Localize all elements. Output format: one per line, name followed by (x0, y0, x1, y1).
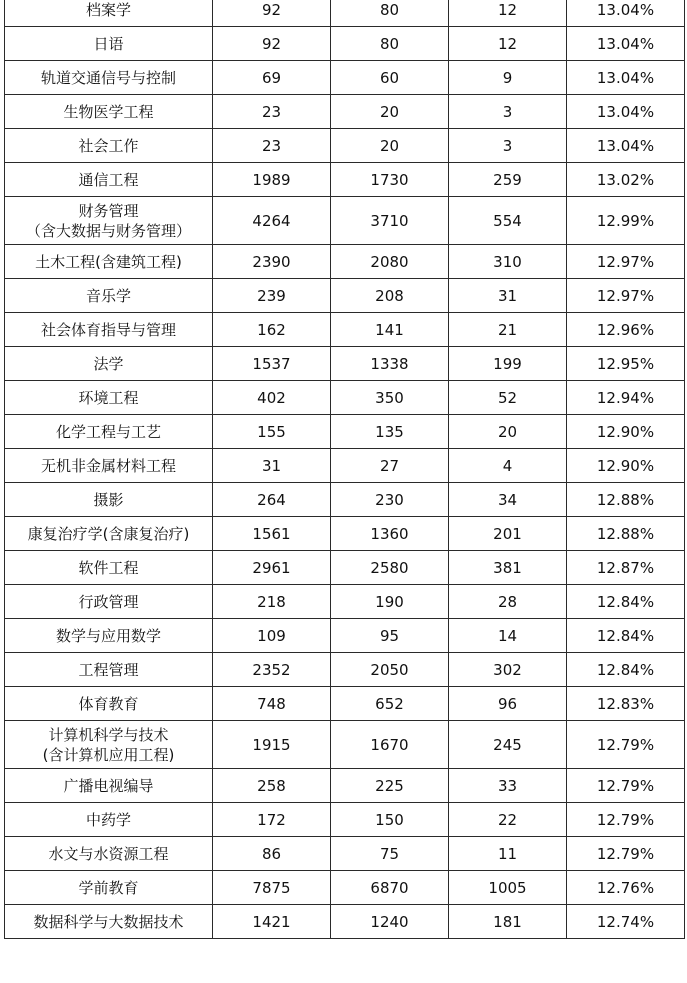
rate-cell: 12.74% (567, 905, 685, 939)
rate-cell: 12.79% (567, 837, 685, 871)
rate-cell: 12.84% (567, 585, 685, 619)
table-row (5, 415, 685, 449)
count-col2-cell: 95 (331, 619, 449, 653)
count-col1-cell: 86 (213, 837, 331, 871)
rate-cell: 12.84% (567, 619, 685, 653)
count-col3-cell: 245 (449, 721, 567, 769)
major-name-line: 软件工程 (78, 558, 139, 577)
major-name-cell (5, 95, 213, 129)
count-col1-cell: 31 (213, 449, 331, 483)
count-col2-cell: 80 (331, 0, 449, 27)
major-name-line: 学前教育 (78, 878, 139, 897)
count-col3-cell: 22 (449, 803, 567, 837)
major-name-cell (5, 0, 213, 27)
count-col1-cell: 23 (213, 129, 331, 163)
major-name-line: 摄影 (93, 490, 124, 509)
rate-cell: 12.84% (567, 653, 685, 687)
count-col2-cell: 27 (331, 449, 449, 483)
count-col1-cell: 172 (213, 803, 331, 837)
table-row (5, 619, 685, 653)
table-row (5, 449, 685, 483)
major-name-cell (5, 61, 213, 95)
count-col1-cell: 239 (213, 279, 331, 313)
major-name-cell (5, 837, 213, 871)
rate-cell: 12.83% (567, 687, 685, 721)
major-name-cell (5, 721, 213, 769)
count-col1-cell: 748 (213, 687, 331, 721)
table-row (5, 163, 685, 197)
count-col3-cell: 1005 (449, 871, 567, 905)
count-col1-cell: 258 (213, 769, 331, 803)
count-col3-cell: 9 (449, 61, 567, 95)
major-name-cell (5, 415, 213, 449)
count-col3-cell: 31 (449, 279, 567, 313)
rate-cell: 12.88% (567, 483, 685, 517)
major-name-cell (5, 585, 213, 619)
count-col2-cell: 652 (331, 687, 449, 721)
count-col2-cell: 6870 (331, 871, 449, 905)
count-col2-cell: 60 (331, 61, 449, 95)
count-col3-cell: 14 (449, 619, 567, 653)
major-name-line: 环境工程 (78, 388, 139, 407)
count-col3-cell: 34 (449, 483, 567, 517)
count-col1-cell: 402 (213, 381, 331, 415)
table-row (5, 27, 685, 61)
major-name-line: 计算机科学与技术 (48, 725, 169, 744)
count-col1-cell: 23 (213, 95, 331, 129)
count-col3-cell: 11 (449, 837, 567, 871)
major-name-cell (5, 687, 213, 721)
table-row (5, 905, 685, 939)
major-name-line: 轨道交通信号与控制 (40, 68, 176, 87)
major-name-line: 数据科学与大数据技术 (33, 912, 184, 931)
count-col2-cell: 20 (331, 95, 449, 129)
count-col3-cell: 3 (449, 95, 567, 129)
major-name-cell (5, 313, 213, 347)
major-name-cell (5, 769, 213, 803)
count-col2-cell: 190 (331, 585, 449, 619)
count-col1-cell: 1989 (213, 163, 331, 197)
rate-cell: 12.99% (567, 197, 685, 245)
major-name-line: 生物医学工程 (63, 102, 154, 121)
table-body (5, 0, 685, 939)
count-col1-cell: 109 (213, 619, 331, 653)
count-col3-cell: 201 (449, 517, 567, 551)
rate-cell: 12.79% (567, 803, 685, 837)
count-col1-cell: 2352 (213, 653, 331, 687)
table-row (5, 585, 685, 619)
major-name-cell (5, 653, 213, 687)
count-col2-cell: 80 (331, 27, 449, 61)
table-row (5, 61, 685, 95)
rate-cell: 12.97% (567, 279, 685, 313)
major-name-cell (5, 197, 213, 245)
count-col1-cell: 1421 (213, 905, 331, 939)
rate-cell: 13.04% (567, 27, 685, 61)
count-col2-cell: 75 (331, 837, 449, 871)
table-row (5, 347, 685, 381)
major-name-cell (5, 129, 213, 163)
rate-cell: 12.96% (567, 313, 685, 347)
rate-cell: 12.90% (567, 449, 685, 483)
count-col2-cell: 1670 (331, 721, 449, 769)
major-name-cell (5, 381, 213, 415)
rate-cell: 13.02% (567, 163, 685, 197)
table-row (5, 721, 685, 769)
count-col2-cell: 1360 (331, 517, 449, 551)
count-col2-cell: 2050 (331, 653, 449, 687)
table-row (5, 517, 685, 551)
rate-cell: 12.88% (567, 517, 685, 551)
count-col1-cell: 2390 (213, 245, 331, 279)
major-name-line: 通信工程 (78, 170, 139, 189)
count-col1-cell: 1915 (213, 721, 331, 769)
table-row (5, 381, 685, 415)
count-col1-cell: 4264 (213, 197, 331, 245)
rate-cell: 12.79% (567, 721, 685, 769)
count-col3-cell: 181 (449, 905, 567, 939)
count-col3-cell: 28 (449, 585, 567, 619)
count-col3-cell: 259 (449, 163, 567, 197)
table-row (5, 0, 685, 27)
count-col3-cell: 21 (449, 313, 567, 347)
major-name-line: 康复治疗学(含康复治疗) (27, 524, 190, 543)
count-col2-cell: 150 (331, 803, 449, 837)
count-col2-cell: 350 (331, 381, 449, 415)
major-name-line: 财务管理 (78, 201, 139, 220)
count-col3-cell: 33 (449, 769, 567, 803)
major-stats-table (4, 0, 685, 939)
count-col2-cell: 225 (331, 769, 449, 803)
rate-cell: 12.87% (567, 551, 685, 585)
major-name-line: 档案学 (85, 0, 131, 19)
major-name-line: 社会体育指导与管理 (40, 320, 176, 339)
table-row (5, 837, 685, 871)
count-col1-cell: 2961 (213, 551, 331, 585)
count-col1-cell: 69 (213, 61, 331, 95)
table-row (5, 313, 685, 347)
table-row (5, 551, 685, 585)
major-name-cell (5, 279, 213, 313)
major-name-line: 数学与应用数学 (55, 626, 161, 645)
table-row (5, 245, 685, 279)
major-name-line: 水文与水资源工程 (48, 844, 169, 863)
count-col2-cell: 20 (331, 129, 449, 163)
count-col1-cell: 218 (213, 585, 331, 619)
table-row (5, 483, 685, 517)
table-row (5, 803, 685, 837)
count-col1-cell: 92 (213, 27, 331, 61)
rate-cell: 13.04% (567, 129, 685, 163)
major-name-cell (5, 871, 213, 905)
major-name-line: 日语 (93, 34, 124, 53)
major-name-line: 社会工作 (78, 136, 139, 155)
major-name-cell (5, 245, 213, 279)
major-name-cell (5, 163, 213, 197)
major-name-line: 无机非金属材料工程 (40, 456, 176, 475)
count-col1-cell: 92 (213, 0, 331, 27)
major-name-cell (5, 27, 213, 61)
rate-cell: 12.94% (567, 381, 685, 415)
count-col1-cell: 264 (213, 483, 331, 517)
count-col1-cell: 7875 (213, 871, 331, 905)
count-col3-cell: 4 (449, 449, 567, 483)
major-name-cell (5, 803, 213, 837)
count-col2-cell: 230 (331, 483, 449, 517)
count-col3-cell: 381 (449, 551, 567, 585)
major-name-line: 行政管理 (78, 592, 139, 611)
major-name-line: 体育教育 (78, 694, 139, 713)
rate-cell: 12.97% (567, 245, 685, 279)
count-col1-cell: 162 (213, 313, 331, 347)
major-name-cell (5, 551, 213, 585)
major-name-line: 工程管理 (78, 660, 139, 679)
table-row (5, 653, 685, 687)
count-col3-cell: 554 (449, 197, 567, 245)
count-col2-cell: 3710 (331, 197, 449, 245)
major-name-line: (含计算机应用工程) (42, 745, 175, 764)
count-col2-cell: 2080 (331, 245, 449, 279)
rate-cell: 12.90% (567, 415, 685, 449)
count-col3-cell: 96 (449, 687, 567, 721)
major-name-cell (5, 449, 213, 483)
rate-cell: 13.04% (567, 0, 685, 27)
major-name-line: 化学工程与工艺 (55, 422, 161, 441)
rate-cell: 13.04% (567, 61, 685, 95)
count-col1-cell: 1561 (213, 517, 331, 551)
count-col2-cell: 135 (331, 415, 449, 449)
count-col3-cell: 310 (449, 245, 567, 279)
major-name-line: 广播电视编导 (63, 776, 154, 795)
major-name-cell (5, 483, 213, 517)
table-row (5, 769, 685, 803)
count-col2-cell: 208 (331, 279, 449, 313)
major-name-cell (5, 905, 213, 939)
count-col3-cell: 199 (449, 347, 567, 381)
count-col2-cell: 1730 (331, 163, 449, 197)
count-col3-cell: 12 (449, 27, 567, 61)
count-col1-cell: 1537 (213, 347, 331, 381)
table-row (5, 129, 685, 163)
count-col3-cell: 302 (449, 653, 567, 687)
count-col3-cell: 3 (449, 129, 567, 163)
count-col3-cell: 52 (449, 381, 567, 415)
table-row (5, 871, 685, 905)
count-col2-cell: 141 (331, 313, 449, 347)
major-name-cell (5, 347, 213, 381)
count-col3-cell: 12 (449, 0, 567, 27)
count-col3-cell: 20 (449, 415, 567, 449)
major-name-line: 土木工程(含建筑工程) (35, 252, 182, 271)
major-name-line: 法学 (93, 354, 124, 373)
major-name-cell (5, 517, 213, 551)
count-col2-cell: 2580 (331, 551, 449, 585)
table-row (5, 95, 685, 129)
rate-cell: 13.04% (567, 95, 685, 129)
major-name-line: 音乐学 (85, 286, 131, 305)
major-name-cell (5, 619, 213, 653)
count-col1-cell: 155 (213, 415, 331, 449)
rate-cell: 12.95% (567, 347, 685, 381)
rate-cell: 12.79% (567, 769, 685, 803)
major-name-line: 中药学 (85, 810, 131, 829)
table-row (5, 197, 685, 245)
major-name-line: （含大数据与财务管理） (25, 221, 191, 240)
count-col2-cell: 1338 (331, 347, 449, 381)
table-row (5, 687, 685, 721)
rate-cell: 12.76% (567, 871, 685, 905)
count-col2-cell: 1240 (331, 905, 449, 939)
table-row (5, 279, 685, 313)
